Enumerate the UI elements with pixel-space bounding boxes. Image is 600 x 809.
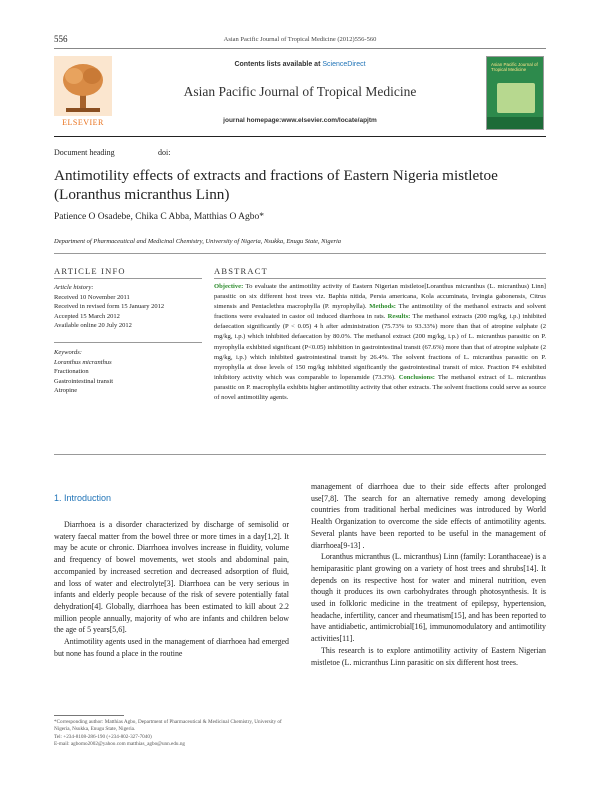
paragraph: This research is to explore antimotility activity of Eastern Nigerian mistletoe (L. micranthus Linn parasitic on six different host trees. — [311, 645, 546, 667]
author-list: Patience O Osadebe, Chika C Abba, Matthias O Agbo* — [54, 212, 265, 222]
journal-title: Asian Pacific Journal of Tropical Medicine — [183, 84, 417, 99]
keywords-rule — [54, 342, 202, 343]
keyword-item: Fractionation — [54, 368, 89, 375]
keywords-heading: Keywords: — [54, 349, 82, 356]
paragraph: Diarrhoea is a disorder characterized by discharge of semisolid or watery faecal matter from the bowel three or more times in a day[1,2]. It may be acute or chronic. Diarrhoea involves increase in fluidity, volume and frequency of bowel movements, wet stools and abdominal pain, accompanied by increased secretion and decreased adsorption of fluid, and loss of water and electrolyte[3]. Diarrhoea can be very serious in infants and elderly people because of the risk of severe potentially fatal dehydration[4]. Globally, diarrhoea has been estimated to kill about 2.2 million people annually, majority of who are infants and children below the age of 5 years[5,6]. — [54, 520, 289, 635]
keyword-item: Gastrointestinal transit — [54, 377, 114, 385]
methods-text: The antimotility of the methanol extracts and solvent fractions were evaluated in castor oil induced diarrhoea in rats. — [214, 303, 547, 321]
conclusions-label: Conclusions: — [398, 373, 435, 381]
running-head: Asian Pacific Journal of Tropical Medicine (2012)556-560 — [223, 36, 377, 43]
contents-line — [120, 61, 480, 68]
paragraph: Antimotility agents used in the management of diarrhoea had emerged but none has found a place in the routine — [54, 637, 289, 658]
objective-label: Objective: — [214, 283, 244, 290]
sciencedirect-link[interactable]: ScienceDirect — [322, 61, 366, 68]
article-info-label: ARTICLE INFO — [54, 266, 126, 276]
abstract-end-rule — [54, 454, 546, 455]
keywords — [54, 348, 204, 396]
article-info-rule — [54, 278, 202, 279]
abstract-rule — [214, 278, 546, 279]
document-heading: Document heading — [54, 148, 115, 157]
contents-prefix: Contents lists available at — [234, 61, 321, 68]
history-heading: Article history: — [54, 284, 94, 291]
abstract-label: ABSTRACT — [214, 266, 268, 276]
doi-label: doi: — [158, 148, 171, 157]
cover-band — [487, 117, 544, 130]
journal-homepage[interactable] — [120, 117, 480, 124]
objective-text: To evaluate the antimotility activity of Eastern Nigerian mistletoe[Loranthus micranthus (L. micranthus) Linn] parasitic on six different host trees viz. Baphia nitida, Persia americana, Kola accuminata, Irvingia gabonensis, Citrus simensis and Pentaclethra macrophylla (P. myrophylla). — [214, 283, 547, 311]
author-email[interactable]: E-mail: agbomo2002@yahoo.com matthias_agbo@unn.edu.ng — [54, 740, 186, 747]
history-revised: Received in revised form 15 January 2012 — [54, 303, 165, 310]
footnote-rule — [54, 715, 124, 716]
left-column — [54, 519, 289, 659]
affiliation-rule — [54, 253, 546, 254]
masthead-rule — [54, 136, 546, 137]
history-accepted: Accepted 15 March 2012 — [54, 312, 120, 320]
results-label: Results: — [387, 313, 411, 321]
author-telephone: Tel: +234-8108-286-190 (+234-802-327-7040) — [54, 733, 152, 740]
journal-homepage-text: journal homepage:www.elsevier.com/locate/apjtm — [223, 117, 377, 124]
publisher-name: ELSEVIER — [62, 118, 104, 127]
results-text: The methanol extracts (200 mg/kg, i.p.) inhibited defaecation significantly (P < 0.05) 4 h after administration (75.73% to 93.33%) more than that of atropine sulphate (2 mg/kg, i.p.) which inhibited defaecation by 80.0%. The methanol extract (200 mg/kg, i.p.) of L. micranthus parasitic on P. myrophylla exhibited significant (P<0.05) inhibition in gastrointestinal transit (67.6%) more than that of atropine sulphate (2 mg/kg, i.p.) which inhibited gastrointestinal transit by 26.4%. The solvent fractions of L. micranthus parasitic on P. myrophylla at dose levels of 150 mg/kg inhibited significantly the gastrointestinal transit of mice. Fraction F4 exhibited inhibitory activity which was comparable to loperamide (73.3%). — [214, 313, 546, 381]
corresponding-author: *Corresponding author: Matthias Agbo, Department of Pharmaceutical & Medicinal Chemistry, University of Nigeria, Nsukka, Enugu State, Nigeria. — [54, 719, 282, 733]
methods-label: Methods: — [369, 303, 397, 311]
article-history — [54, 283, 204, 331]
conclusions-text: The methanol extract of L. micranthus parasitic on P. macrophylla exhibits higher antimotility activity that other extracts. The solvent fractions could serve as source of novel antimotility agents. — [214, 373, 547, 402]
cover-image — [497, 83, 535, 113]
journal-cover — [486, 56, 544, 130]
abstract-body — [214, 282, 546, 403]
page-number: 556 — [54, 34, 68, 44]
affiliation: Department of Pharmaceutical and Medicinal Chemistry, University of Nigeria, Nsukka, Enugu State, Nigeria — [54, 238, 342, 245]
cover-title: Asian Pacific Journal of Tropical Medicine — [491, 62, 538, 72]
article-title: Antimotility effects of extracts and fractions of Eastern Nigeria mistletoe (Loranthus micranthus Linn) — [54, 167, 498, 203]
section-heading-introduction: 1. Introduction — [54, 493, 112, 503]
keyword-item: Loranthus micranthus — [54, 358, 112, 366]
history-received: Received 10 November 2011 — [54, 293, 130, 301]
paragraph: management of diarrhoea due to their side effects after prolonged use[7,8]. The search for an alternative remedy among developing countries from traditional herbal medicines was introduced by World Health Organization to overcome the side effects of antimotility agents. Several plants have been reported to be useful in the management of diarrhoea[9-13] . — [311, 482, 546, 550]
paragraph: Loranthus micranthus (L. micranthus) Linn (family: Loranthaceae) is a hemiparasitic plant growing on a variety of host trees and shrubs[14]. It depends on its respective host for water and mineral nutrition, even though it produces its own carbohydrates through photosynthesis. It is used in folkloric medicine in the treatment of epilepsy, hypertension, headache, infertility, cancer and rheumatism[15], and has been reported to have antidiabetic, antimicrobial[16], immunomodulatory and antimotility activities[11]. — [311, 552, 546, 644]
history-online: Available online 20 July 2012 — [54, 322, 132, 329]
footnote — [54, 719, 294, 748]
right-column — [311, 481, 546, 668]
keyword-item: Atropine — [54, 387, 78, 394]
header-rule — [54, 48, 546, 49]
